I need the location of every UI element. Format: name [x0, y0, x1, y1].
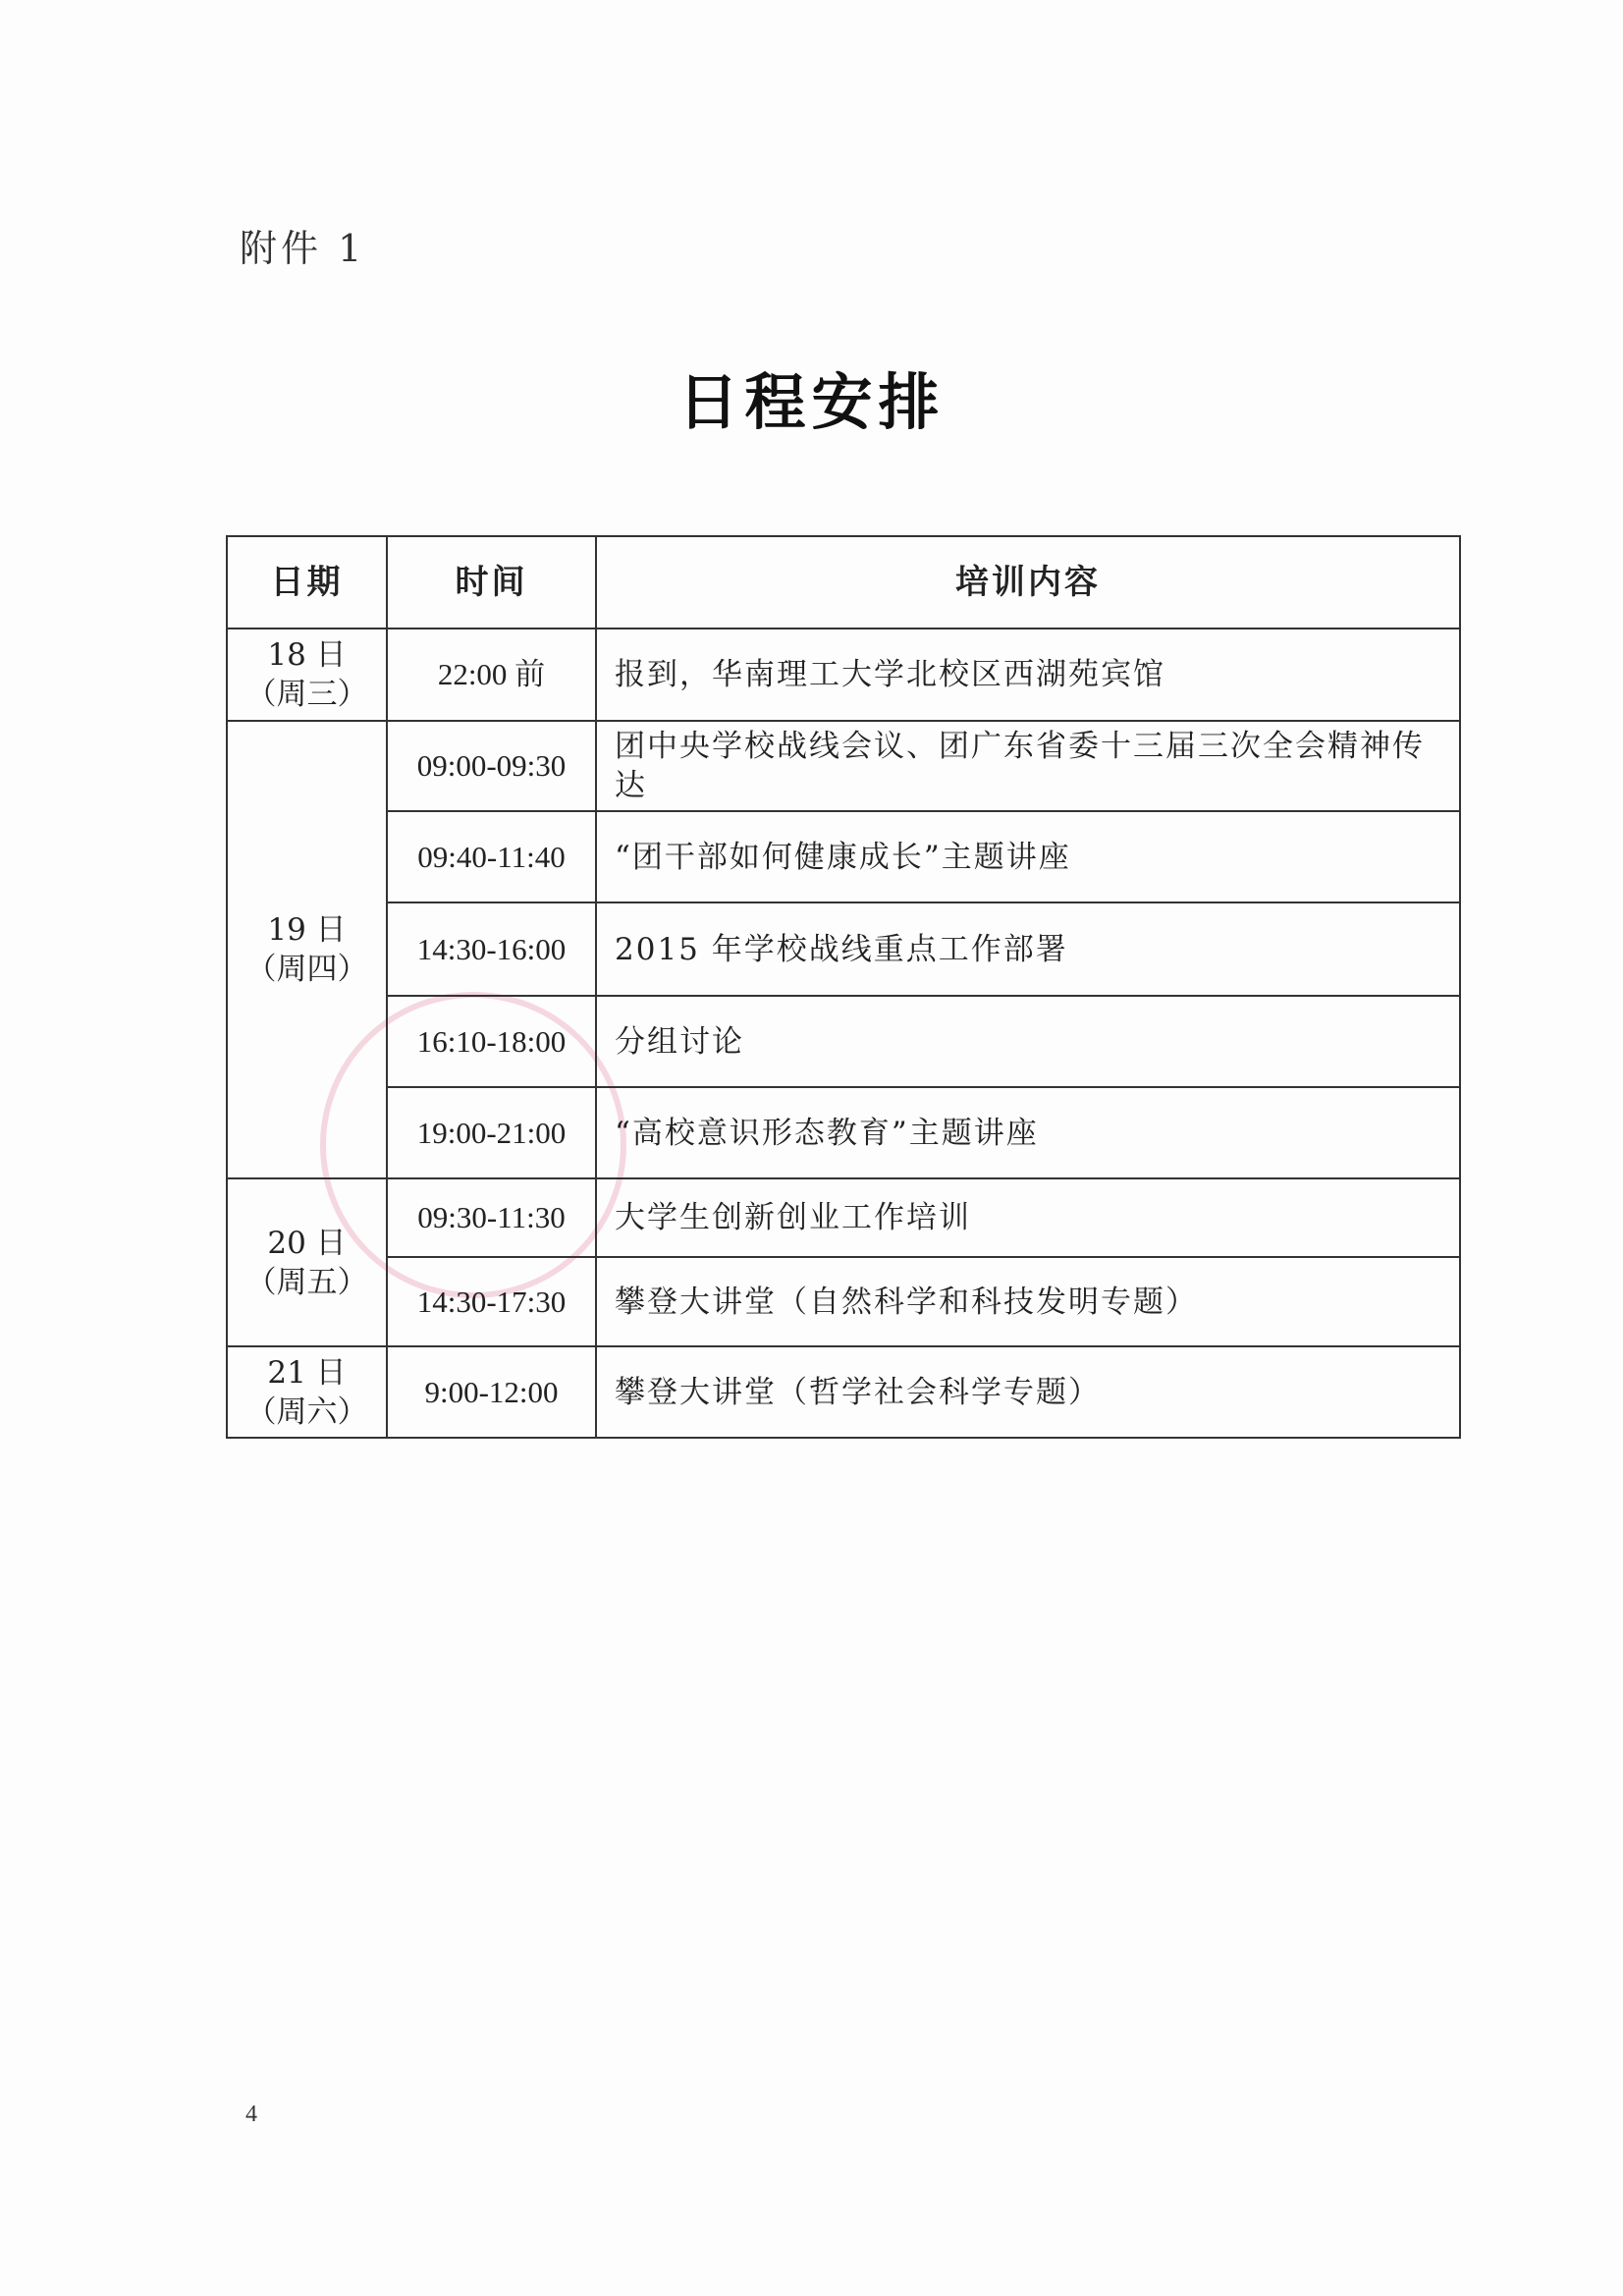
time-cell: 16:10-18:00 [387, 996, 596, 1087]
date-day: 18 日 [267, 637, 347, 673]
date-weekday: （周三） [245, 677, 368, 712]
date-day: 21 日 [267, 1354, 347, 1391]
content-cell: 2015 年学校战线重点工作部署 [596, 902, 1460, 996]
table-row [227, 1346, 1460, 1438]
column-header-content: 培训内容 [596, 536, 1460, 629]
table-row [227, 811, 1460, 902]
content-cell: 团中央学校战线会议、团广东省委十三届三次全会精神传达 [596, 721, 1460, 811]
date-cell [227, 1346, 387, 1438]
time-cell: 09:40-11:40 [387, 811, 596, 902]
table-row [227, 1178, 1460, 1257]
date-weekday: （周五） [245, 1264, 368, 1300]
content-cell: 大学生创新创业工作培训 [596, 1178, 1460, 1257]
date-weekday: （周六） [245, 1394, 368, 1430]
date-weekday: （周四） [245, 952, 368, 987]
page-title: 日程安排 [677, 366, 946, 438]
table-row [227, 902, 1460, 996]
attachment-label: 附件 1 [240, 227, 366, 270]
header-row [227, 536, 1460, 629]
table-row [227, 629, 1460, 721]
content-cell: “高校意识形态教育”主题讲座 [596, 1087, 1460, 1178]
column-header-time: 时间 [387, 536, 596, 629]
content-cell: 分组讨论 [596, 996, 1460, 1087]
date-cell [227, 629, 387, 721]
content-cell: 报到，华南理工大学北校区西湖苑宾馆 [596, 629, 1460, 721]
date-cell [227, 1178, 387, 1346]
column-header-date: 日期 [227, 536, 387, 629]
content-cell: 攀登大讲堂（哲学社会科学专题） [596, 1346, 1460, 1438]
content-cell: 攀登大讲堂（自然科学和科技发明专题） [596, 1257, 1460, 1346]
time-cell: 22:00 前 [387, 629, 596, 721]
date-cell [227, 721, 387, 1178]
time-cell: 9:00-12:00 [387, 1346, 596, 1438]
content-cell: “团干部如何健康成长”主题讲座 [596, 811, 1460, 902]
time-cell: 09:30-11:30 [387, 1178, 596, 1257]
time-cell: 09:00-09:30 [387, 721, 596, 811]
table-row [227, 721, 1460, 811]
table-row [227, 996, 1460, 1087]
date-day: 20 日 [267, 1225, 347, 1261]
date-day: 19 日 [267, 912, 347, 948]
time-cell: 14:30-16:00 [387, 902, 596, 996]
page-number: 4 [245, 2102, 257, 2127]
time-cell: 14:30-17:30 [387, 1257, 596, 1346]
time-cell: 19:00-21:00 [387, 1087, 596, 1178]
table-row [227, 1257, 1460, 1346]
schedule-table [226, 535, 1461, 1439]
table-row [227, 1087, 1460, 1178]
